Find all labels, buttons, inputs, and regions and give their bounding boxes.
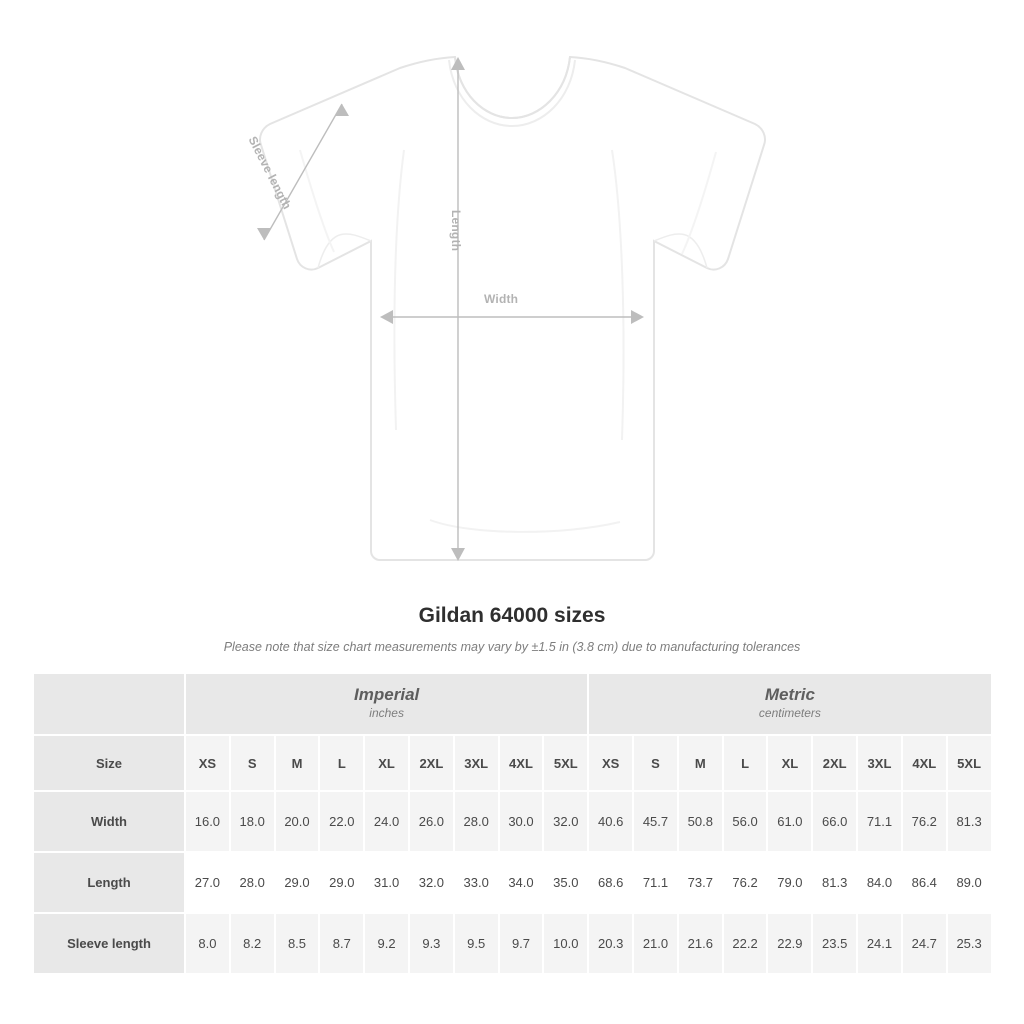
table-cell: 22.0 — [319, 791, 364, 852]
table-cell: 33.0 — [454, 852, 499, 913]
table-cell: 8.5 — [275, 913, 320, 974]
table-cell: 23.5 — [812, 913, 857, 974]
table-cell: 26.0 — [409, 791, 454, 852]
unit-group-metric — [588, 673, 991, 735]
row-label-width: Width — [33, 791, 185, 852]
table-cell: 27.0 — [185, 852, 230, 913]
table-cell: 76.2 — [902, 791, 947, 852]
table-cell: 35.0 — [543, 852, 588, 913]
size-header-cell: L — [319, 735, 364, 791]
table-cell: 71.1 — [857, 791, 902, 852]
table-cell: 79.0 — [767, 852, 812, 913]
table-cell: 20.3 — [588, 913, 633, 974]
table-cell: 28.0 — [230, 852, 275, 913]
table-cell: 29.0 — [275, 852, 320, 913]
table-cell: 45.7 — [633, 791, 678, 852]
table-cell: 31.0 — [364, 852, 409, 913]
table-cell: 76.2 — [723, 852, 768, 913]
table-cell: 24.0 — [364, 791, 409, 852]
width-dimension-label: Width — [484, 292, 519, 306]
table-cell: 40.6 — [588, 791, 633, 852]
table-cell: 24.7 — [902, 913, 947, 974]
table-cell: 25.3 — [947, 913, 992, 974]
size-header-row — [33, 735, 992, 791]
size-header-cell: XL — [767, 735, 812, 791]
unit-group-row — [33, 673, 992, 735]
sleeve-length-dimension-label: Sleeve length — [245, 134, 295, 212]
unit-group-imperial — [185, 673, 588, 735]
table-cell: 8.2 — [230, 913, 275, 974]
table-cell: 9.2 — [364, 913, 409, 974]
size-header-cell: 5XL — [543, 735, 588, 791]
table-cell: 16.0 — [185, 791, 230, 852]
size-header-cell: 3XL — [454, 735, 499, 791]
size-header-cell: M — [678, 735, 723, 791]
table-cell: 56.0 — [723, 791, 768, 852]
size-header-cell: 4XL — [499, 735, 544, 791]
table-cell: 73.7 — [678, 852, 723, 913]
row-label-length: Length — [33, 852, 185, 913]
table-cell: 29.0 — [319, 852, 364, 913]
size-header-cell: 4XL — [902, 735, 947, 791]
table-row — [33, 913, 992, 974]
table-cell: 61.0 — [767, 791, 812, 852]
table-cell: 20.0 — [275, 791, 320, 852]
size-header-cell: XS — [588, 735, 633, 791]
size-header-cell: 3XL — [857, 735, 902, 791]
table-cell: 9.7 — [499, 913, 544, 974]
table-cell: 10.0 — [543, 913, 588, 974]
table-cell: 32.0 — [543, 791, 588, 852]
size-header-cell: 2XL — [409, 735, 454, 791]
size-header-cell: 5XL — [947, 735, 992, 791]
size-header-cell: M — [275, 735, 320, 791]
table-cell: 28.0 — [454, 791, 499, 852]
unit-group-imperial-subtitle: inches — [369, 706, 404, 721]
unit-group-metric-subtitle: centimeters — [758, 706, 821, 721]
table-cell: 66.0 — [812, 791, 857, 852]
table-cell: 32.0 — [409, 852, 454, 913]
table-cell: 81.3 — [812, 852, 857, 913]
table-cell: 89.0 — [947, 852, 992, 913]
size-header-cell: XS — [185, 735, 230, 791]
table-cell: 68.6 — [588, 852, 633, 913]
table-cell: 34.0 — [499, 852, 544, 913]
tolerance-note: Please note that size chart measurements may vary by ±1.5 in (3.8 cm) due to manufacturing tolerances — [223, 640, 801, 654]
table-cell: 8.0 — [185, 913, 230, 974]
table-cell: 21.6 — [678, 913, 723, 974]
table-row — [33, 791, 992, 852]
table-cell: 22.9 — [767, 913, 812, 974]
page-title: Gildan 64000 sizes — [418, 604, 606, 627]
table-corner-blank — [33, 673, 185, 735]
table-cell: 9.5 — [454, 913, 499, 974]
length-dimension-label: Length — [449, 210, 463, 252]
row-label-sleeve-length: Sleeve length — [33, 913, 185, 974]
table-cell: 30.0 — [499, 791, 544, 852]
size-header-cell: XL — [364, 735, 409, 791]
table-cell: 81.3 — [947, 791, 992, 852]
unit-group-imperial-title: Imperial — [354, 684, 420, 704]
size-header-label: Size — [33, 735, 185, 791]
size-chart-table-wrapper — [32, 672, 992, 975]
size-header-cell: S — [230, 735, 275, 791]
table-cell: 71.1 — [633, 852, 678, 913]
table-cell: 24.1 — [857, 913, 902, 974]
unit-group-metric-title: Metric — [764, 684, 815, 704]
table-cell: 18.0 — [230, 791, 275, 852]
table-cell: 22.2 — [723, 913, 768, 974]
table-cell: 84.0 — [857, 852, 902, 913]
size-header-cell: 2XL — [812, 735, 857, 791]
table-cell: 9.3 — [409, 913, 454, 974]
table-row — [33, 852, 992, 913]
table-cell: 50.8 — [678, 791, 723, 852]
table-cell: 21.0 — [633, 913, 678, 974]
size-chart-table — [32, 672, 993, 975]
table-cell: 86.4 — [902, 852, 947, 913]
size-header-cell: S — [633, 735, 678, 791]
table-cell: 8.7 — [319, 913, 364, 974]
size-header-cell: L — [723, 735, 768, 791]
